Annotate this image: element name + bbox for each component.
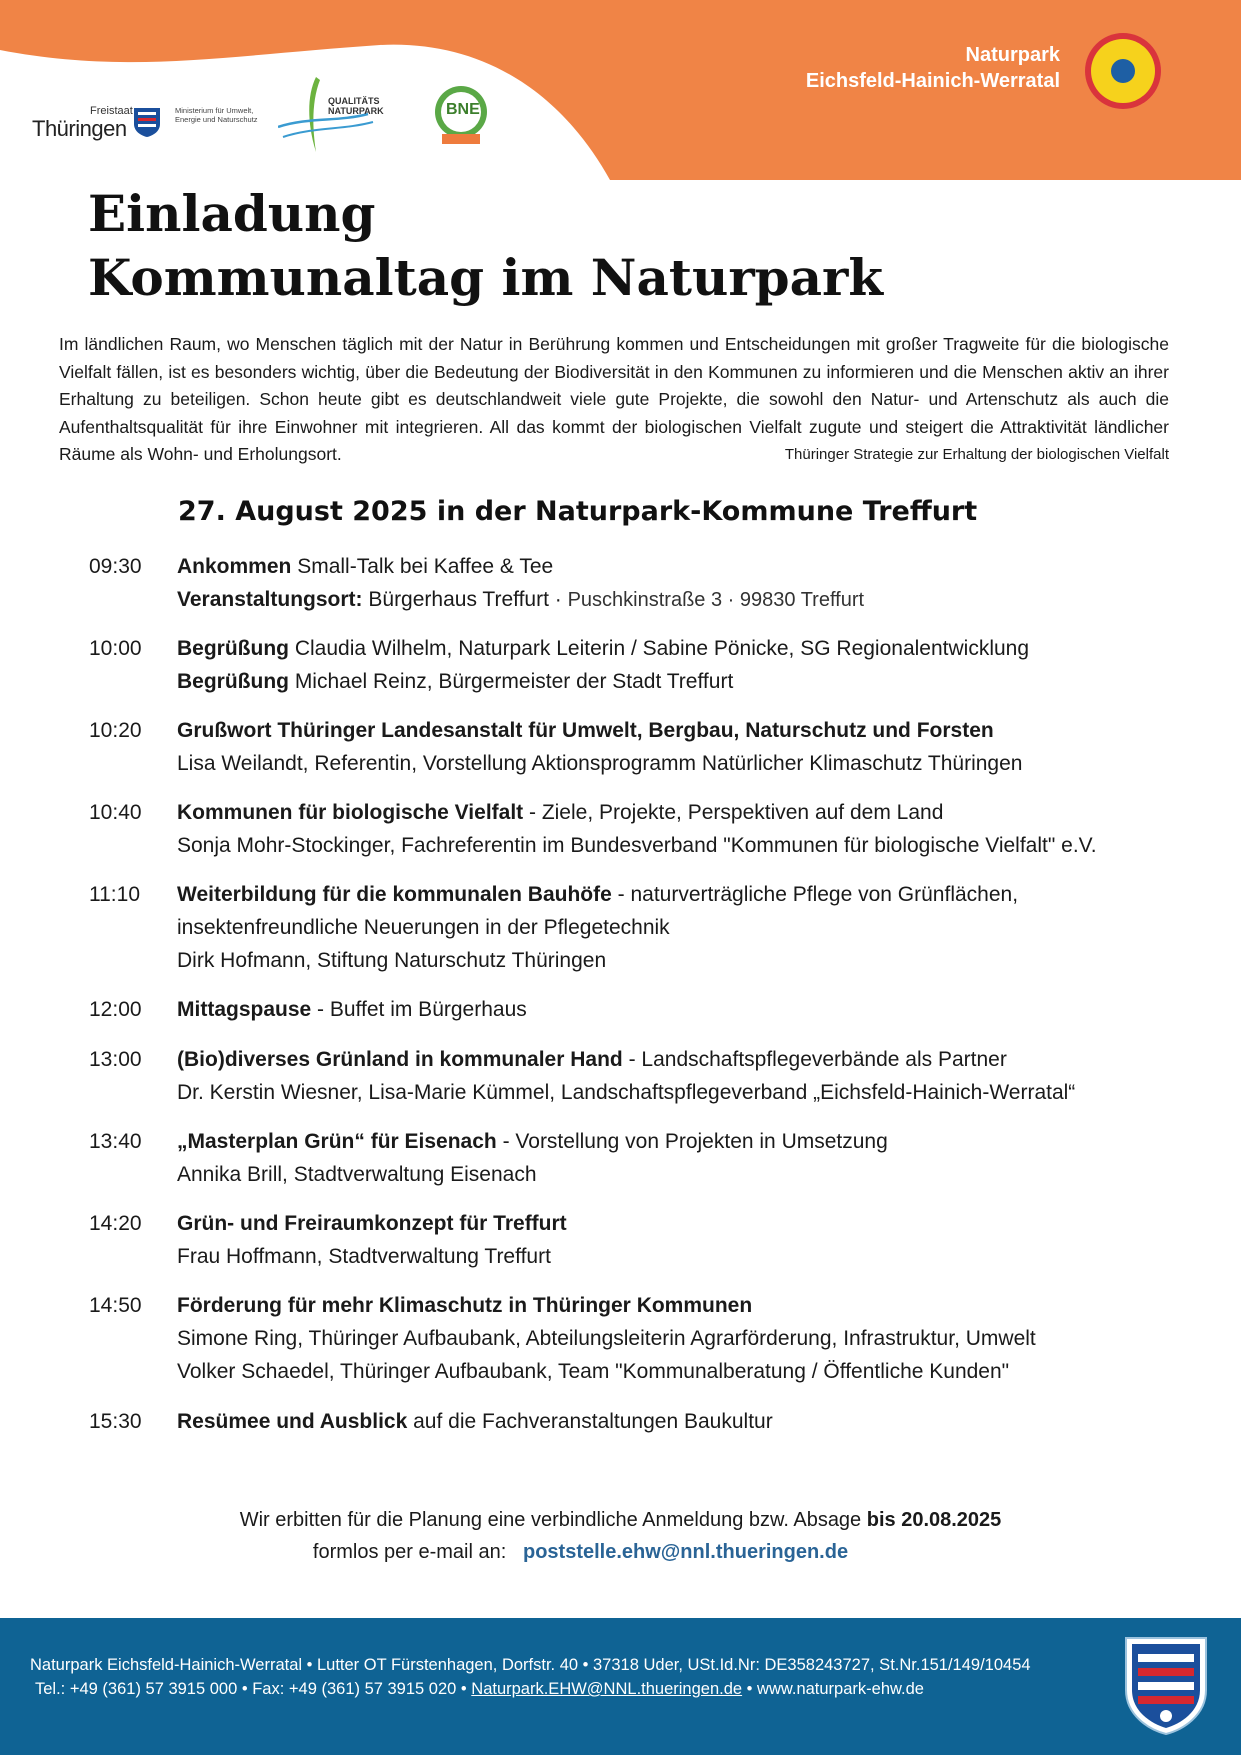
registration-line1 <box>0 1504 1241 1536</box>
program-time: 11:10 <box>89 883 140 906</box>
program-title: Mittagspause <box>177 998 312 1021</box>
program-title: Resümee und Ausblick <box>177 1410 408 1433</box>
program-detail: Small-Talk bei Kaffee & Tee <box>291 555 554 578</box>
program-title: Grußwort Thüringer Landesanstalt für Umwelt, Bergbau, Naturschutz und Forsten <box>177 719 994 742</box>
program-title: Begrüßung <box>177 670 289 693</box>
program-line <box>177 665 733 698</box>
program-detail: - Ziele, Projekte, Perspektiven auf dem Land <box>523 801 944 824</box>
footer-line2 <box>30 1677 1031 1701</box>
program-line <box>177 1125 888 1158</box>
program-detail: - naturverträgliche Pflege von Grünflächen, <box>611 883 1019 906</box>
title-line1: Einladung <box>88 184 376 243</box>
program-time: 09:30 <box>89 555 142 578</box>
program-title: Förderung für mehr Klimaschutz in Thüringer Kommunen <box>177 1294 753 1317</box>
ministerium-label: Ministerium für Umwelt, Energie und Naturschutz <box>175 106 258 124</box>
program-line <box>177 1043 1007 1076</box>
program-line <box>177 1240 551 1273</box>
program-line <box>177 1076 1075 1109</box>
program-line <box>177 944 606 977</box>
freistaat-label: Freistaat <box>90 105 133 117</box>
registration-text: Wir erbitten für die Planung eine verbindliche Anmeldung bzw. Absage <box>239 1509 867 1531</box>
program-time: 14:50 <box>89 1294 142 1317</box>
registration-line2 <box>0 1536 1201 1568</box>
program-line <box>177 829 1097 862</box>
program-title: Begrüßung <box>177 637 289 660</box>
title-line2: Kommunaltag im Naturpark <box>88 248 884 307</box>
thueringen-coat-of-arms-icon <box>1122 1632 1210 1736</box>
program-line <box>177 911 670 944</box>
program-detail: Volker Schaedel, Thüringer Aufbaubank, Team "Kommunalberatung / Öffentliche Kunden" <box>177 1360 1010 1383</box>
thueringen-crest-icon <box>132 106 162 138</box>
program-detail: - Vorstellung von Projekten in Umsetzung <box>496 1130 888 1153</box>
program-detail: insektenfreundliche Neuerungen in der Pflegetechnik <box>177 916 670 939</box>
program-time: 10:00 <box>89 637 142 660</box>
thueringen-name: Thüringen <box>32 116 127 141</box>
bne-label: BNE <box>446 101 480 118</box>
naturpark-title-line2: Eichsfeld-Hainich-Werratal <box>805 70 1060 92</box>
program-time: 15:30 <box>89 1410 142 1433</box>
program-detail: Michael Reinz, Bürgermeister der Stadt Treffurt <box>288 670 734 693</box>
program-title: „Masterplan Grün“ für Eisenach <box>177 1130 497 1153</box>
program-detail: Simone Ring, Thüringer Aufbaubank, Abteilungsleiterin Agrarförderung, Infrastruktur, Umwelt <box>177 1327 1036 1350</box>
program-line <box>177 1158 537 1191</box>
program-detail: Bürgerhaus Treffurt · <box>362 588 568 611</box>
intro-source: Thüringer Strategie zur Erhaltung der biologischen Vielfalt <box>784 446 1169 463</box>
program-line <box>177 632 1029 665</box>
intro-text: Im ländlichen Raum, wo Menschen täglich mit der Natur in Berührung kommen und Entscheidungen mit großer Tragweite für die biologische Vielfalt fällen, ist es besonders wichtig, über die Bedeutung der Biodiversität in den Kommunen zu informieren und die Menschen aktiv an ihrer Erhaltung zu beteiligen. Schon heute gibt es deutschlandweit viele gute Projekte, die sowohl den Natur- und Artenschutz als auch die Aufenthaltsqualität für ihre Einwohner mit integrieren. All das kommt der biologischen Vielfalt zugute und steigert die Attraktivität ländlicher Räume als Wohn- und Erholungsort. <box>59 334 1169 464</box>
program-line <box>177 878 1018 911</box>
program-line <box>177 1289 752 1322</box>
program-detail: Claudia Wilhelm, Naturpark Leiterin / Sabine Pönicke, SG Regionalentwicklung <box>288 637 1030 660</box>
program-detail: auf die Fachveranstaltungen Baukultur <box>407 1410 773 1433</box>
program-line <box>177 993 527 1026</box>
program-line <box>177 714 994 747</box>
program-time: 10:20 <box>89 719 142 742</box>
footer-bar <box>0 1618 1241 1755</box>
naturpark-title-line1: Naturpark <box>965 44 1060 66</box>
program-detail: Frau Hoffmann, Stadtverwaltung Treffurt <box>177 1245 551 1268</box>
naturpark-circle-icon <box>1083 31 1163 111</box>
intro-paragraph <box>59 331 1169 469</box>
program-time: 14:20 <box>89 1212 142 1235</box>
program-detail: - Buffet im Bürgerhaus <box>311 998 527 1021</box>
program-detail: Sonja Mohr-Stockinger, Fachreferentin im Bundesverband "Kommunen für biologische Vielfalt" e.V. <box>177 834 1097 857</box>
bne-logo <box>432 84 490 146</box>
program-time: 13:00 <box>89 1048 142 1071</box>
program-title: Weiterbildung für die kommunalen Bauhöfe <box>177 883 612 906</box>
footer-email-link[interactable]: Naturpark.EHW@NNL.thueringen.de <box>471 1680 743 1698</box>
footer-address <box>30 1653 1031 1701</box>
program-title: Kommunen für biologische Vielfalt <box>177 801 524 824</box>
program-title: Grün- und Freiraumkonzept für Treffurt <box>177 1212 567 1235</box>
program-line <box>177 1405 773 1438</box>
program-time: 13:40 <box>89 1130 142 1153</box>
program-line <box>177 583 864 617</box>
program-line <box>177 550 553 583</box>
program-detail: Dr. Kerstin Wiesner, Lisa-Marie Kümmel, Landschaftspflegeverband „Eichsfeld-Hainich-Werratal“ <box>177 1081 1076 1104</box>
footer-website: • www.naturpark-ehw.de <box>742 1680 924 1698</box>
program-detail: Lisa Weilandt, Referentin, Vorstellung Aktionsprogramm Natürlicher Klimaschutz Thüringen <box>177 752 1023 775</box>
program-line <box>177 1207 567 1240</box>
program-address: Puschkinstraße 3 · 99830 Treffurt <box>567 589 865 611</box>
program-line <box>177 796 943 829</box>
registration-formlos: formlos per e-mail an: <box>312 1541 507 1563</box>
qualitaets-naturpark-logo <box>278 72 398 158</box>
program-time: 12:00 <box>89 998 142 1021</box>
program-title: Veranstaltungsort: <box>177 588 363 611</box>
page-title <box>88 182 883 310</box>
program-title: Ankommen <box>177 555 292 578</box>
thueringen-logo <box>30 100 170 145</box>
program-detail: - Landschaftspflegeverbände als Partner <box>622 1048 1007 1071</box>
footer-phone-fax: Tel.: +49 (361) 57 3915 000 • Fax: +49 (361) 57 3915 020 • <box>35 1680 472 1698</box>
registration-deadline: bis 20.08.2025 <box>866 1509 1002 1531</box>
program-line <box>177 747 1022 780</box>
program-detail: Annika Brill, Stadtverwaltung Eisenach <box>177 1163 537 1186</box>
program-title: (Bio)diverses Grünland in kommunaler Hand <box>177 1048 623 1071</box>
program-line <box>177 1355 1009 1388</box>
program-time: 10:40 <box>89 801 142 824</box>
footer-line1: Naturpark Eichsfeld-Hainich-Werratal • Lutter OT Fürstenhagen, Dorfstr. 40 • 37318 Uder, USt.Id.Nr: DE358243727, St.Nr.151/149/10454 <box>30 1656 1031 1674</box>
program-line <box>177 1322 1036 1355</box>
registration-email-link[interactable]: poststelle.ehw@nnl.thueringen.de <box>522 1541 849 1563</box>
program-detail: Dirk Hofmann, Stiftung Naturschutz Thüringen <box>177 949 607 972</box>
qualitaets-label: QUALITÄTS NATURPARK <box>328 96 384 116</box>
naturpark-title <box>806 42 1060 94</box>
event-date: 27. August 2025 in der Naturpark-Kommune Treffurt <box>178 496 978 527</box>
